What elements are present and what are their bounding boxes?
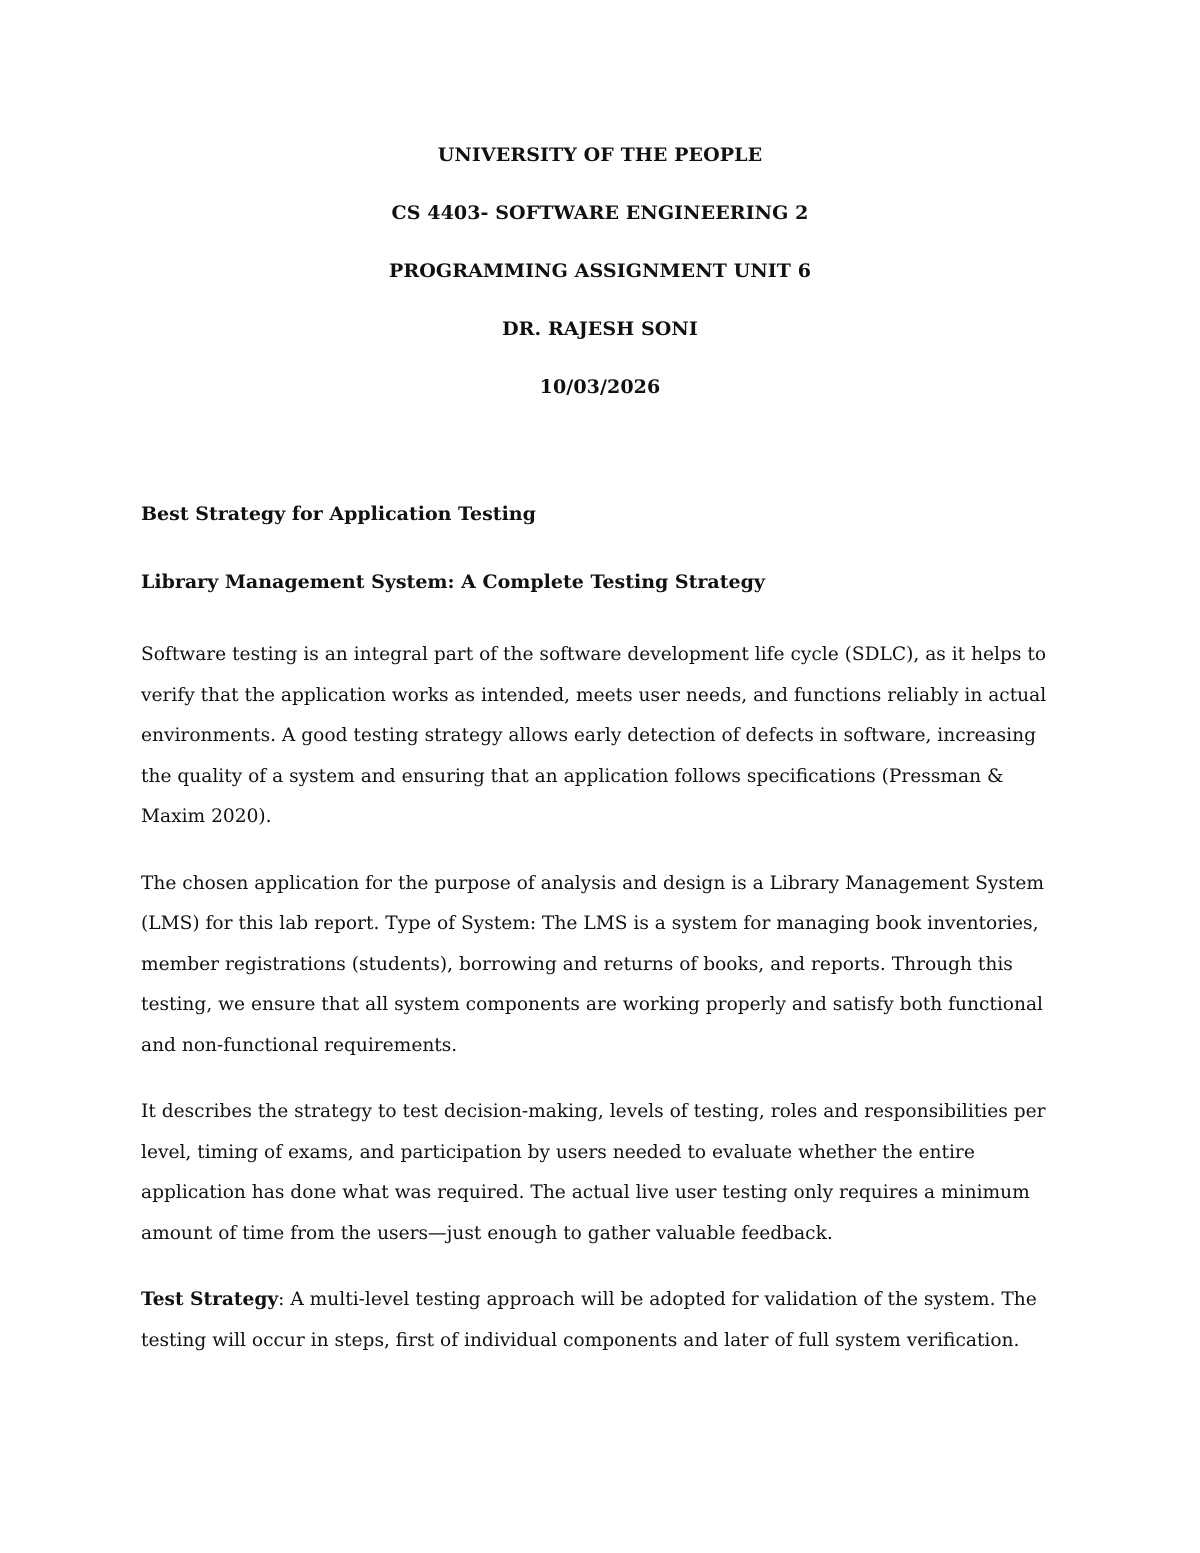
document-date: 10/03/2026 — [539, 376, 661, 398]
assignment-title: PROGRAMMING ASSIGNMENT UNIT 6 — [388, 260, 812, 282]
sub-heading: Library Management System: A Complete Testing Strategy — [141, 571, 765, 593]
main-heading: Best Strategy for Application Testing — [141, 503, 536, 525]
paragraph-test-strategy — [141, 1280, 1061, 1361]
university-name: UNIVERSITY OF THE PEOPLE — [437, 144, 763, 166]
instructor-name: DR. RAJESH SONI — [502, 318, 698, 340]
course-title: CS 4403- SOFTWARE ENGINEERING 2 — [391, 202, 809, 224]
test-strategy-label: Test Strategy — [141, 1289, 279, 1310]
paragraph-application: The chosen application for the purpose of analysis and design is a Library Management System (LMS) for this lab report. Type of System: The LMS is a system for managing book inventories, member registrations (students), borrowing and returns of books, and reports. Through this testing, we ensure that all system components are working properly and satisfy both functional and non-functional requirements. — [141, 872, 1045, 1056]
paragraph-intro: Software testing is an integral part of the software development life cycle (SDLC), as it helps to verify that the application works as intended, meets user needs, and functions reliably in actual environments. A good testing strategy allows early detection of defects in software, increasing the quality of a system and ensuring that an application follows specifications (Pressman & Maxim 2020). — [141, 644, 1047, 827]
title-block — [0, 140, 1200, 430]
paragraph-scope: It describes the strategy to test decision-making, levels of testing, roles and responsibilities per level, timing of exams, and participation by users needed to evaluate whether the entire application has done what was required. The actual live user testing only requires a minimum amount of time from the users—just enough to gather valuable feedback. — [141, 1101, 1046, 1244]
document-body — [141, 499, 1061, 1361]
test-strategy-text: : A multi-level testing approach will be adopted for validation of the system. The testing will occur in steps, first of individual components and later of full system verification. — [141, 1289, 1037, 1351]
